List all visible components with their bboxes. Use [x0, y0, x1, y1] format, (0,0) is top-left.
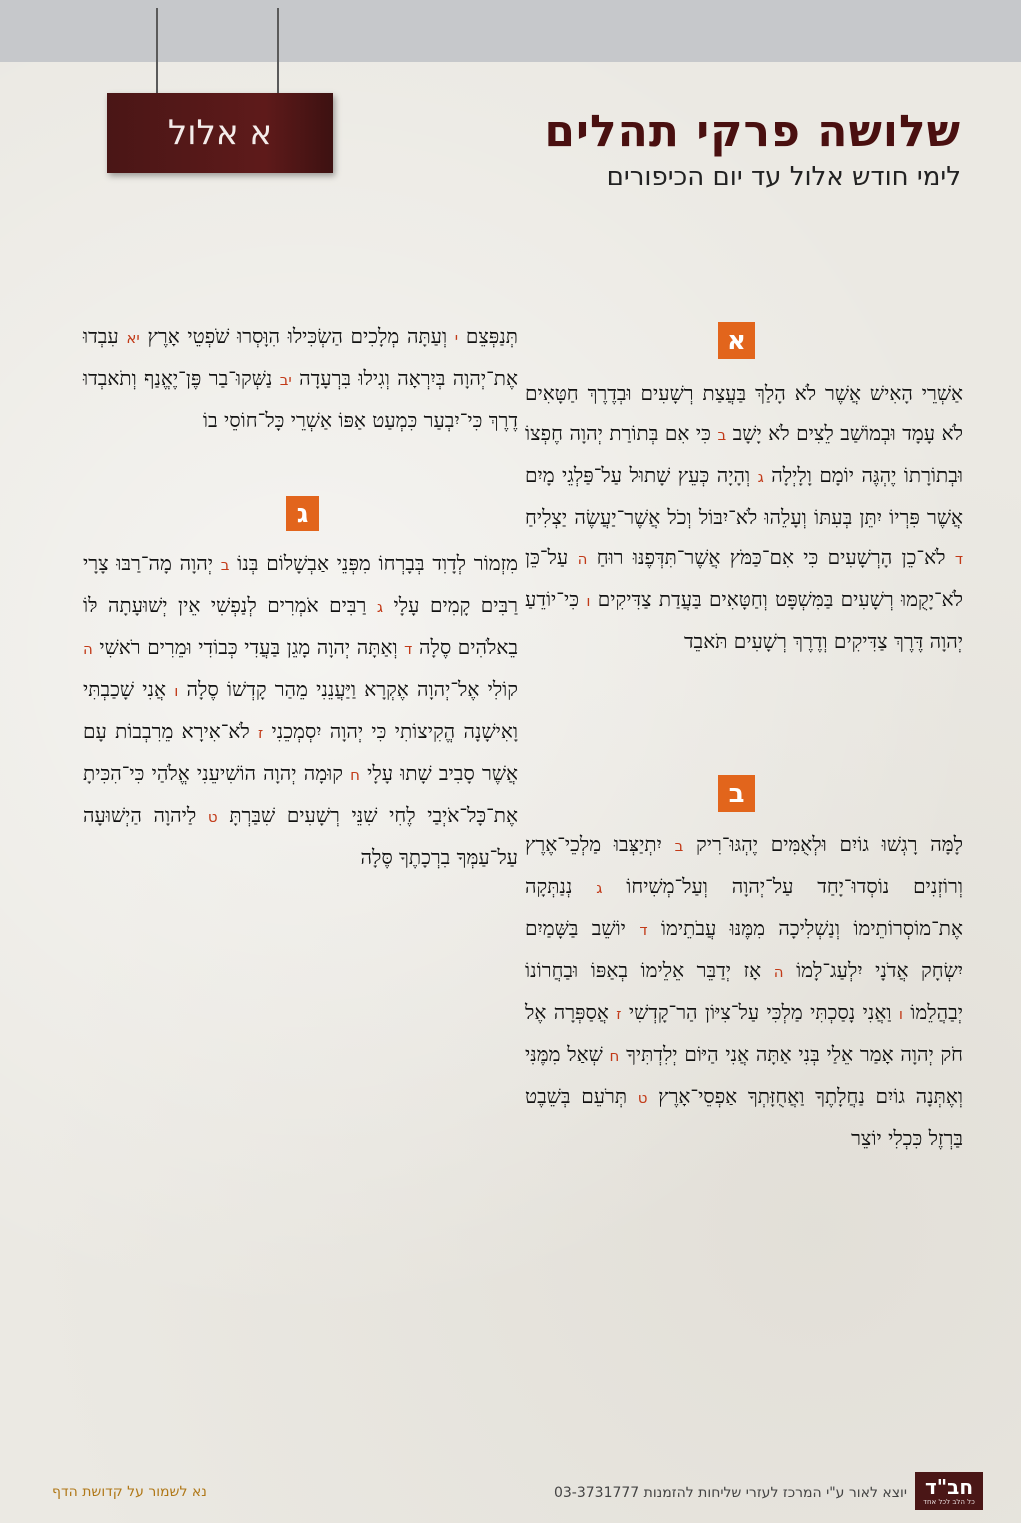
verse-text: אֲסַפְּרָה אֶל חֹק יְהוָה אָמַר אֵלַי בְּנִי אַתָּה אֲנִי הַיּוֹם יְלִדְתִּיךָ — [525, 1000, 963, 1066]
hanging-wire-right — [277, 8, 279, 96]
verse-text: וְהָיָה כְּעֵץ שָׁתוּל עַל־פַּלְגֵי מָיִם אֲשֶׁר פִּרְיוֹ יִתֵּן בְּעִתּוֹ וְעָלֵהוּ לֹא־יִבּוֹל וְכֹל אֲשֶׁר־יַעֲשֶׂה יַצְלִיחַ — [525, 463, 963, 529]
verse-text: וְאַתָּה יְהוָה מָגֵן בַּעֲדִי כְּבוֹדִי וּמֵרִים רֹאשִׁי — [92, 635, 405, 659]
verse-text: תְּנַפְּצֵם — [458, 324, 518, 348]
verse-text: וַאֲנִי נָסַכְתִּי מַלְכִּי עַל־צִיּוֹן הַר־קָדְשִׁי — [621, 1000, 899, 1024]
psalm-1-text — [525, 373, 963, 661]
page-title: שלושה פרקי תהלים — [544, 106, 961, 157]
verse-text: יוֹשֵׁב בַּשָּׁמַיִם יִשְׂחָק אֲדֹנָי יִלְעַג־לָמוֹ — [525, 916, 964, 982]
verse-number: ו — [586, 592, 591, 610]
verse-number: יב — [279, 371, 292, 389]
verse-number: ג — [757, 468, 764, 486]
hanging-wire-left — [156, 8, 158, 96]
top-gray-band — [0, 0, 1021, 62]
verse-number: ה — [773, 963, 784, 981]
verse-text: יְהוָה מָה־רַבּוּ צָרָי רַבִּים קָמִים עָלָי — [83, 551, 518, 617]
verse-number: יא — [126, 329, 140, 347]
chapter-badge-3: ג — [286, 496, 319, 531]
verse-number: ד — [954, 550, 964, 568]
verse-text: לָמָּה רָגְשׁוּ גוֹיִם וּלְאֻמִּים יֶהְגּוּ־רִיק — [683, 832, 963, 856]
verse-number: ט — [207, 808, 218, 826]
verse-text: לֹא־כֵן הָרְשָׁעִים כִּי אִם־כַּמֹּץ אֲשֶׁר־תִּדְּפֶנּוּ רוּחַ — [587, 545, 955, 569]
verse-text: יִתְיַצְּבוּ מַלְכֵי־אֶרֶץ וְרוֹזְנִים נוֹסְדוּ־יָחַד עַל־יְהוָה וְעַל־מְשִׁיחוֹ — [525, 832, 963, 898]
psalm-3-text — [83, 543, 518, 877]
logo-wordmark: חב"ד — [924, 1474, 974, 1499]
verse-text: עִבְדוּ אֶת־יְהוָה בְּיִרְאָה וְגִילוּ בִּרְעָדָה — [83, 324, 518, 390]
verse-number: ג — [376, 598, 384, 616]
verse-number: ט — [637, 1089, 648, 1107]
page-subtitle: לימי חודש אלול עד יום הכיפורים — [606, 162, 961, 192]
verse-text: אֲנִי שָׁכַבְתִּי וָאִישָׁנָה הֱקִיצוֹתִי כִּי יְהוָה יִסְמְכֵנִי — [83, 677, 518, 743]
verse-text: כִּי אִם בְּתוֹרַת יְהוָה חֶפְצוֹ וּבְתוֹרָתוֹ יֶהְגֶּה יוֹמָם וָלָיְלָה — [525, 421, 964, 487]
date-tag: א אלול — [107, 93, 333, 173]
verse-text: עַל־כֵּן לֹא־יָקֻמוּ רְשָׁעִים בַּמִּשְׁפָּט וְחַטָּאִים בַּעֲדַת צַדִּיקִים — [525, 545, 963, 611]
verse-text: אָז יְדַבֵּר אֵלֵימוֹ בְאַפּוֹ וּבַחֲרוֹנוֹ יְבַהֲלֵמוֹ — [525, 958, 963, 1024]
verse-number: ז — [258, 724, 264, 742]
verse-text: קוֹלִי אֶל־יְהוָה אֶקְרָא וַיַּעֲנֵנִי מֵהַר קָדְשׁוֹ סֶלָה — [178, 677, 518, 701]
footer-publisher-line: יוצא לאור ע"י המרכז לעזרי שליחות להזמנות 03-3731777 — [553, 1485, 907, 1501]
psalm-2-text — [525, 824, 963, 1158]
verse-number: ח — [350, 766, 360, 784]
chapter-badge-2: ב — [718, 775, 755, 812]
verse-number: ב — [717, 426, 727, 444]
verse-text: כִּי־יוֹדֵעַ יְהוָה דֶּרֶךְ צַדִּיקִים וְדֶרֶךְ רְשָׁעִים תֹּאבֵד — [525, 587, 963, 653]
verse-number: ג — [596, 879, 603, 897]
verse-number: ד — [639, 921, 648, 939]
verse-text: אַשְׁרֵי הָאִישׁ אֲשֶׁר לֹא הָלַךְ בַּעֲצַת רְשָׁעִים וּבְדֶרֶךְ חַטָּאִים לֹא עָמָד וּבְמוֹשַׁב לֵצִים לֹא יָשָׁב — [525, 381, 963, 445]
psalm-2-continued-text — [83, 316, 518, 440]
chapter-badge-1: א — [718, 322, 755, 359]
chabad-logo — [915, 1472, 983, 1510]
verse-text: נַשְּׁקוּ־בַר פֶּן־יֶאֱנַף וְתֹאבְדוּ דֶרֶךְ כִּי־יִבְעַר כִּמְעַט אַפּוֹ אַשְׁרֵי כָּל־חוֹסֵי בוֹ — [83, 366, 518, 432]
verse-number: ב — [674, 837, 684, 855]
verse-text: תְּרֹעֵם בְּשֵׁבֶט בַּרְזֶל כִּכְלִי יוֹצֵר — [525, 1084, 963, 1150]
verse-text: מִזְמוֹר לְדָוִד בְּבָרְחוֹ מִפְּנֵי אַבְשָׁלוֹם בְּנוֹ — [229, 551, 519, 575]
verse-text: לֹא־אִירָא מֵרִבְבוֹת עָם אֲשֶׁר סָבִיב שָׁתוּ עָלָי — [83, 719, 518, 785]
verse-number: ז — [616, 1005, 622, 1023]
verse-number: ח — [609, 1047, 620, 1065]
verse-number: ו — [898, 1005, 903, 1023]
verse-number: ה — [577, 550, 588, 568]
logo-slogan: כל הלב לכל אחד — [923, 1497, 975, 1506]
verse-number: ה — [83, 640, 93, 658]
verse-text: רַבִּים אֹמְרִים לְנַפְשִׁי אֵין יְשׁוּעָתָה לּוֹ בֵאלֹהִים סֶלָה — [83, 593, 518, 659]
verse-text: נְנַתְּקָה אֶת־מוֹסְרוֹתֵימוֹ וְנַשְׁלִיכָה מִמֶּנּוּ עֲבֹתֵימוֹ — [525, 874, 963, 940]
verse-number: י — [454, 329, 459, 347]
footer-sanctity-note: נא לשמור על קדושת הדף — [52, 1484, 207, 1500]
verse-number: ב — [220, 556, 230, 574]
verse-text: קוּמָה יְהוָה הוֹשִׁיעֵנִי אֱלֹהַי כִּי־הִכִּיתָ אֶת־כָּל־אֹיְבַי לֶחִי שִׁנֵּי רְשָׁעִים שִׁבַּרְתָּ — [83, 761, 518, 827]
verse-number: ד — [404, 640, 413, 658]
verse-text: וְעַתָּה מְלָכִים הַשְׂכִּילוּ הִוָּסְרוּ שֹׁפְטֵי אָרֶץ — [139, 324, 455, 348]
verse-text: שְׁאַל מִמֶּנִּי וְאֶתְּנָה גוֹיִם נַחֲלָתֶךָ וַאֲחֻזָּתְךָ אַפְסֵי־אָרֶץ — [525, 1042, 963, 1108]
verse-text: לַיהוָה הַיְשׁוּעָה עַל־עַמְּךָ בִרְכָתֶךָ סֶּלָה — [83, 803, 518, 869]
verse-number: ו — [174, 682, 179, 700]
